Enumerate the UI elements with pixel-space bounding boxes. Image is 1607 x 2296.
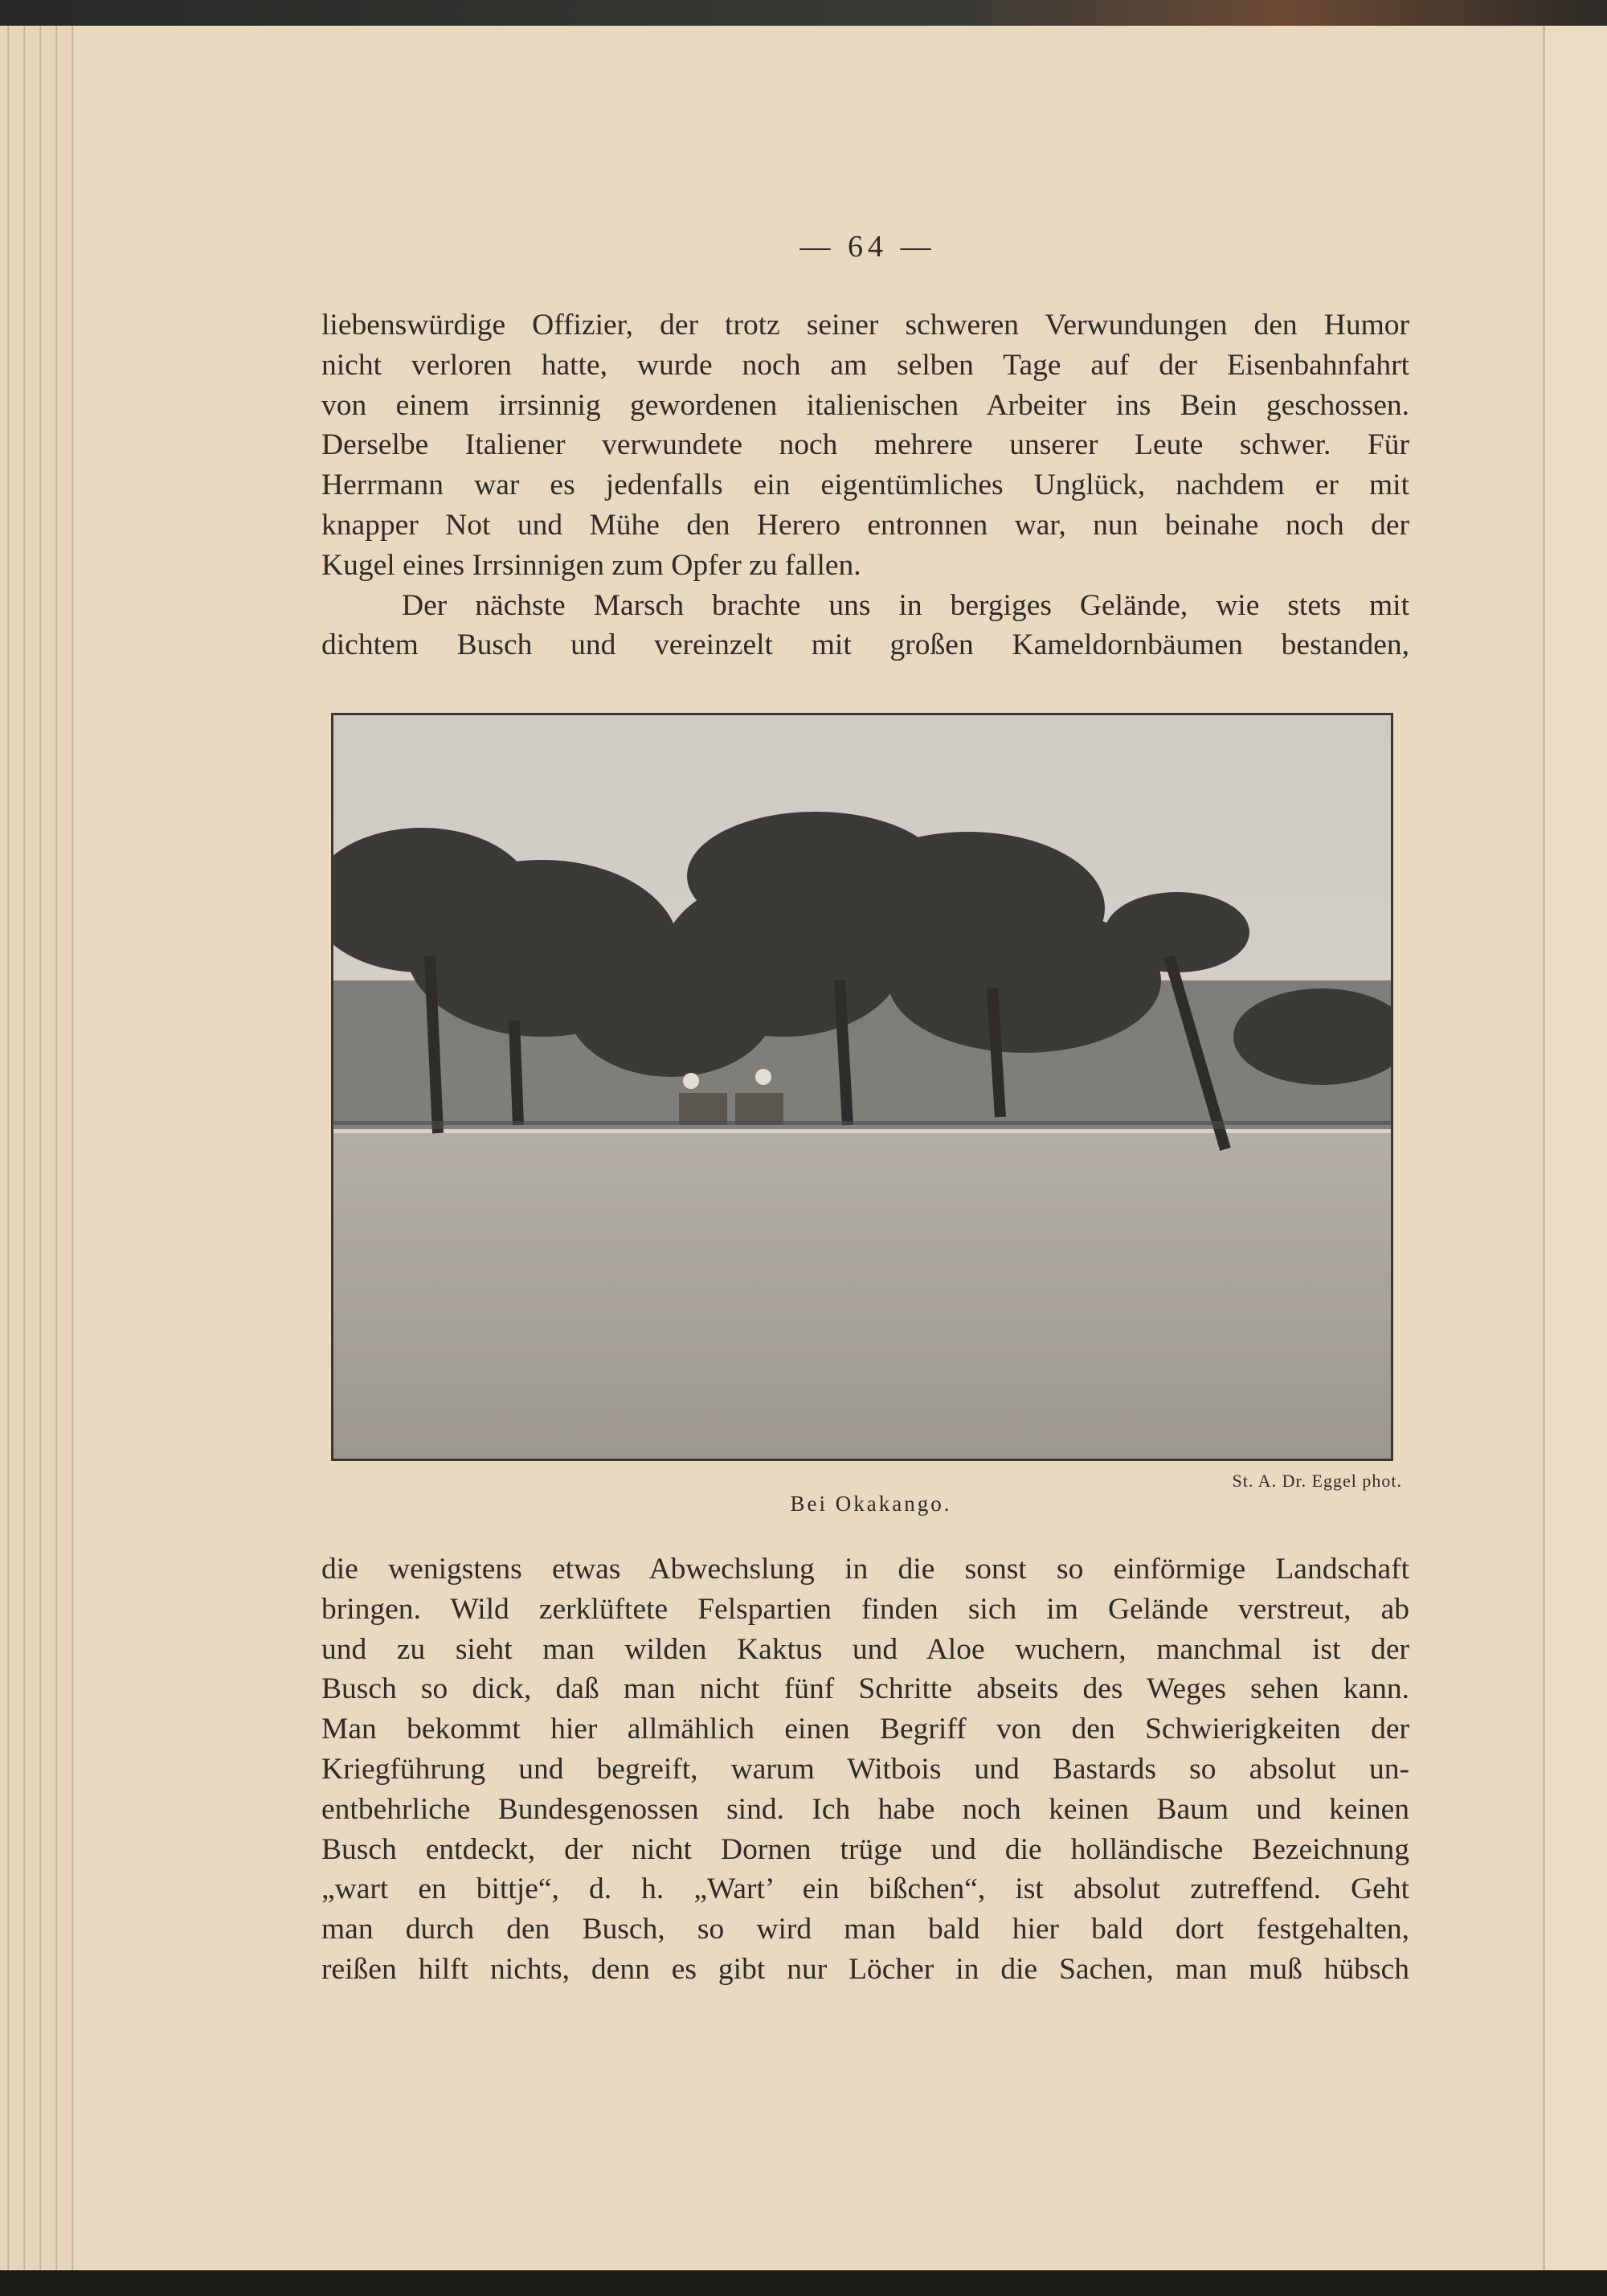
text-line: Derselbe Italiener verwundete noch mehrere unserer Leute schwer. Für	[321, 428, 1409, 462]
text-line: Busch entdeckt, der nicht Dornen trüge und die holländische Bezeichnung	[321, 1832, 1409, 1866]
text-line: Kugel eines Irrsinnigen zum Opfer zu fallen.	[321, 548, 861, 582]
text-line: knapper Not und Mühe den Herero entronnen war, nun beinahe noch der	[321, 508, 1409, 542]
next-page-fold	[1543, 26, 1607, 2270]
text-line: und zu sieht man wilden Kaktus und Aloe wuchern, manchmal ist der	[321, 1632, 1409, 1666]
text-line: nicht verloren hatte, wurde noch am selben Tage auf der Eisenbahnfahrt	[321, 348, 1409, 382]
paragraph-bottom	[321, 1549, 1409, 1990]
text-line: Man bekommt hier allmählich einen Begriff von den Schwierigkeiten der	[321, 1713, 1409, 1746]
figure-caption: Bei Okakango.	[790, 1492, 952, 1516]
text-line: die wenigstens etwas Abwechslung in die sonst so einförmige Landschaft	[321, 1553, 1409, 1586]
text-line: dichtem Busch und vereinzelt mit großen Kameldornbäumen bestanden,	[321, 628, 1409, 662]
text-line: von einem irrsinnig gewordenen italienischen Arbeiter ins Bein geschossen.	[321, 388, 1409, 422]
photo-credit: St. A. Dr. Eggel phot.	[1232, 1471, 1402, 1491]
text-line: man durch den Busch, so wird man bald hier bald dort festgehalten,	[321, 1913, 1409, 1946]
text-line: Der nächste Marsch brachte uns in bergiges Gelände, wie stets mit	[402, 588, 1409, 622]
text-line: reißen hilft nichts, denn es gibt nur Löcher in die Sachen, man muß hübsch	[321, 1952, 1409, 1986]
text-line: bringen. Wild zerklüftete Felspartien finden sich im Gelände verstreut, ab	[321, 1592, 1409, 1626]
text-line: „wart en bittje“, d. h. „Wart’ ein bißchen“, ist absolut zutreffend. Geht	[321, 1872, 1409, 1906]
text-line: Busch so dick, daß man nicht fünf Schritte abseits des Weges sehen kann.	[321, 1672, 1409, 1706]
text-line: entbehrliche Bundesgenossen sind. Ich habe noch keinen Baum und keinen	[321, 1792, 1409, 1826]
paragraph-top	[321, 305, 1409, 665]
page-number: — 64 —	[799, 230, 936, 264]
text-line: Herrmann war es jedenfalls ein eigentümliches Unglück, nachdem er mit	[321, 469, 1409, 502]
photo-landscape	[333, 715, 1391, 1459]
text-line: liebenswürdige Offizier, der trotz seiner schweren Verwundungen den Humor	[321, 309, 1409, 342]
book-cover-edge	[0, 0, 1607, 27]
page-edges	[0, 26, 74, 2270]
photograph-okakango	[331, 713, 1393, 1461]
text-line: Kriegführung und begreift, warum Witbois und Bastards so absolut un-	[321, 1752, 1409, 1786]
